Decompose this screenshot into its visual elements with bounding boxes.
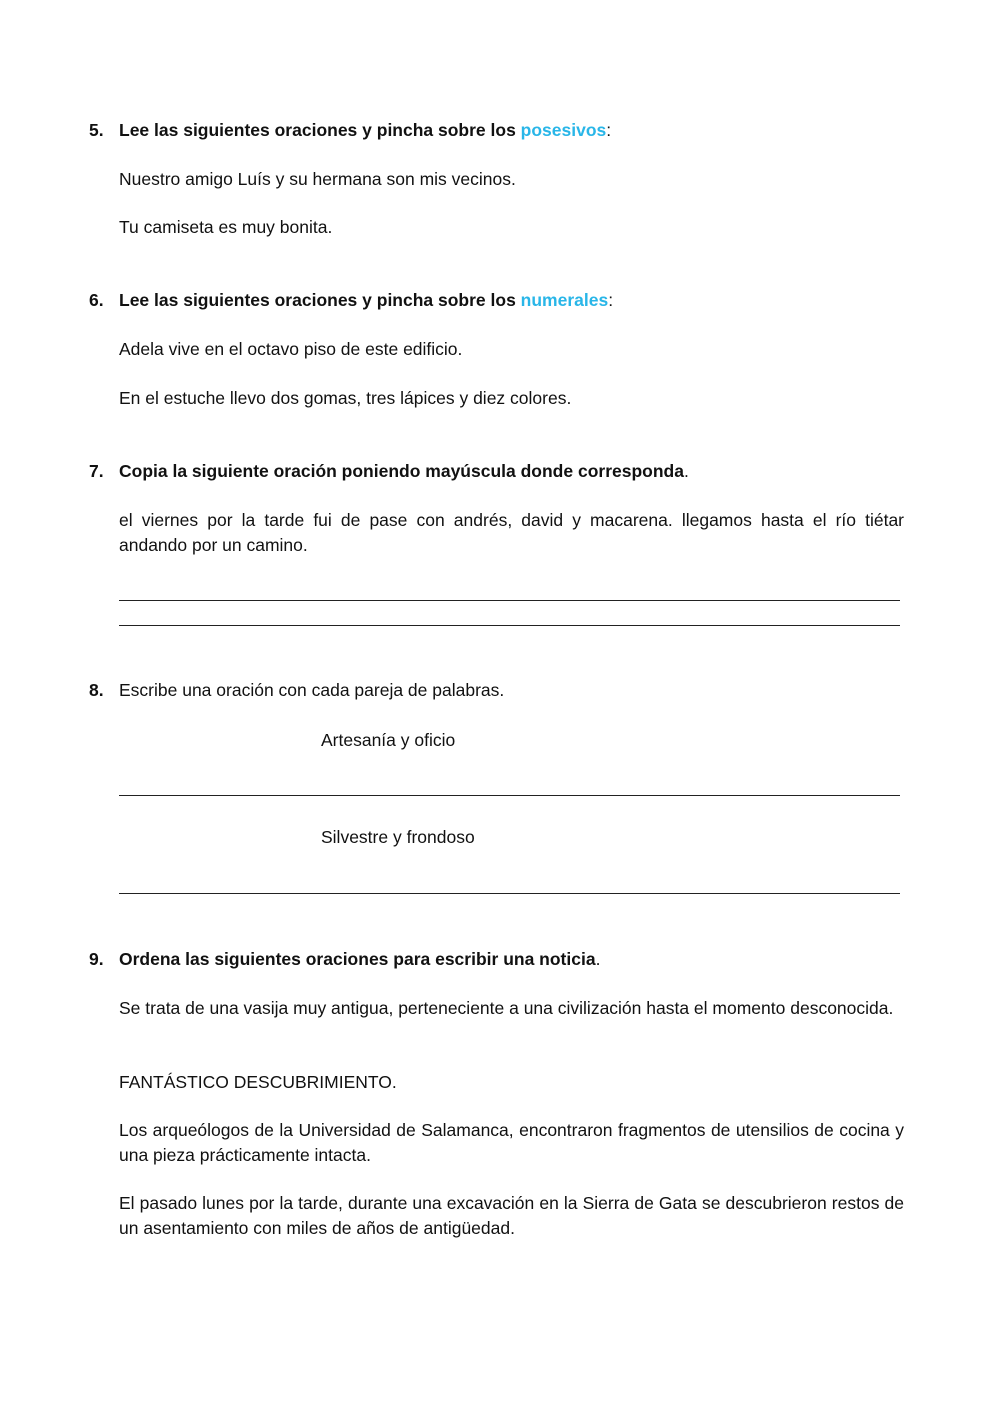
q6-sentence-2[interactable]: En el estuche llevo dos gomas, tres lápices y diez colores. (119, 388, 572, 408)
question-5-prefix: Lee las siguientes oraciones y pincha sobre los (119, 120, 521, 140)
question-7-text: Copia la siguiente oración poniendo mayúscula donde corresponda (119, 461, 684, 481)
question-8-number: 8. (89, 680, 104, 700)
question-7-suffix: . (683, 461, 689, 481)
question-7-number: 7. (89, 461, 104, 481)
q9-sentence-3: Los arqueólogos de la Universidad de Salamanca, encontraron fragmentos de utensilios de cocina y una pieza prácticamente intacta. (119, 1120, 904, 1165)
question-9-text: Ordena las siguientes oraciones para escribir una noticia (119, 949, 596, 969)
question-6-number: 6. (89, 290, 104, 310)
q9-sentence-2: FANTÁSTICO DESCUBRIMIENTO. (119, 1072, 397, 1092)
question-6-instruction (119, 288, 904, 313)
question-5-instruction (119, 118, 904, 143)
question-8-instruction: Escribe una oración con cada pareja de palabras. (119, 680, 505, 700)
q7-answer-line-1[interactable] (119, 600, 900, 601)
q5-sentence-2[interactable]: Tu camiseta es muy bonita. (119, 217, 333, 237)
q9-sentence-1: Se trata de una vasija muy antigua, perteneciente a una civilización hasta el momento desconocida. (119, 998, 894, 1018)
question-7-instruction (119, 459, 904, 484)
question-9-instruction (119, 947, 904, 972)
q7-answer-line-2[interactable] (119, 625, 900, 626)
question-5-suffix: : (606, 120, 612, 140)
q8-pair-2: Silvestre y frondoso (321, 827, 475, 847)
q8-pair-1: Artesanía y oficio (321, 730, 456, 750)
question-6-highlight: numerales (520, 290, 609, 310)
question-6-suffix: : (608, 290, 614, 310)
q6-sentence-1[interactable]: Adela vive en el octavo piso de este edificio. (119, 339, 463, 359)
q5-sentence-1[interactable]: Nuestro amigo Luís y su hermana son mis vecinos. (119, 169, 516, 189)
q9-sentence-4: El pasado lunes por la tarde, durante una excavación en la Sierra de Gata se descubrieron restos de un asentamiento con miles de años de antigüedad. (119, 1193, 904, 1238)
q8-answer-line-1[interactable] (119, 795, 900, 796)
question-9-suffix: . (595, 949, 601, 969)
question-9-number: 9. (89, 949, 104, 969)
q7-sentence: el viernes por la tarde fui de pase con andrés, david y macarena. llegamos hasta el río tiétar andando por un camino. (119, 510, 904, 555)
question-5-number: 5. (89, 120, 104, 140)
question-6-prefix: Lee las siguientes oraciones y pincha sobre los (119, 290, 521, 310)
question-5-highlight: posesivos (520, 120, 607, 140)
q8-answer-line-2[interactable] (119, 893, 900, 894)
